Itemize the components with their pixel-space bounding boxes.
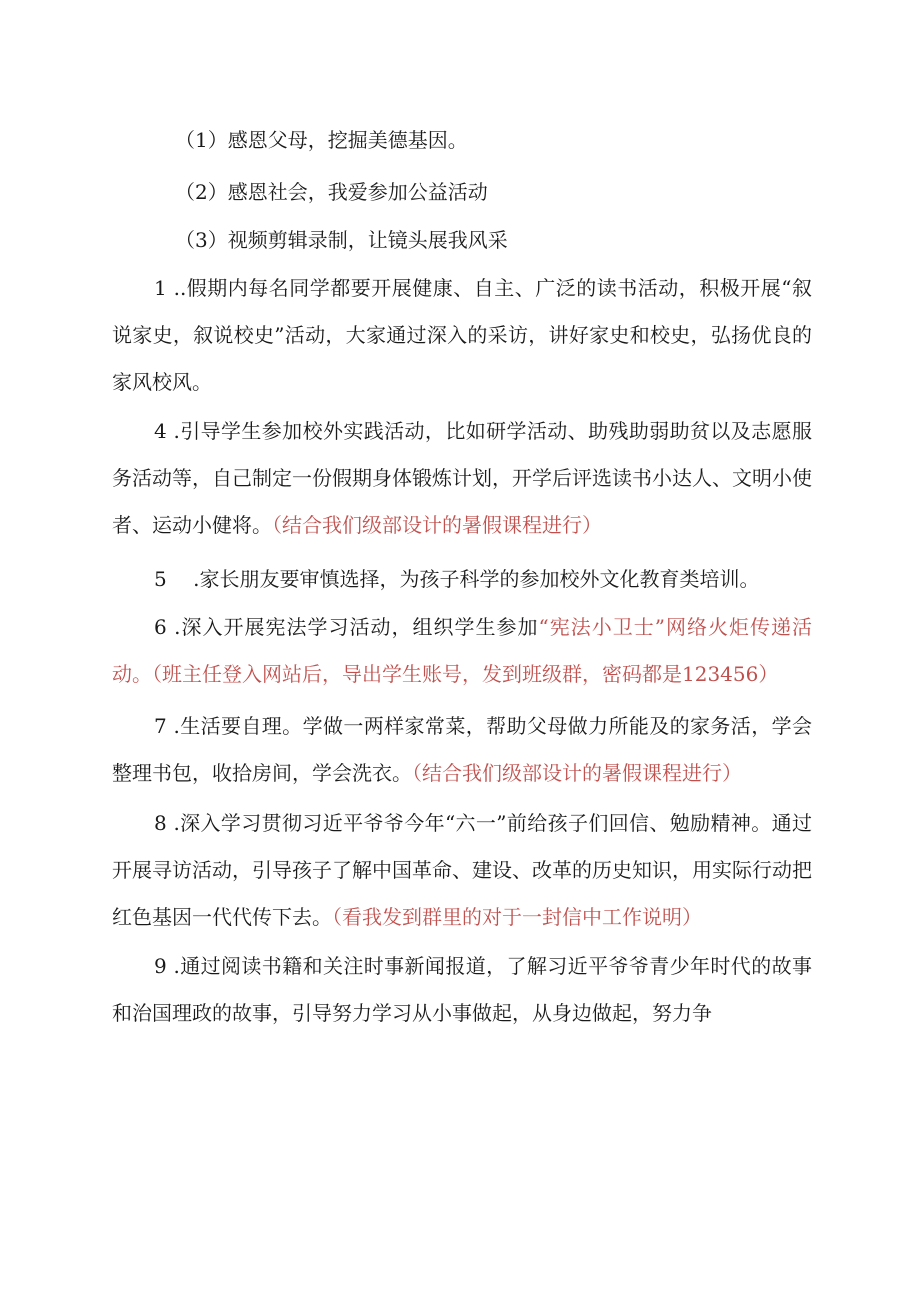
paragraph-text: 9 .通过阅读书籍和关注时事新闻报道，了解习近平爷爷青少年时代的故事和治国理政的故事，引导努力学习从小事做起，从身边做起，努力争 xyxy=(112,954,812,1025)
sub-item-3: （3）视频剪辑录制，让镜头展我风采 xyxy=(175,228,508,252)
paragraph-7 xyxy=(112,703,812,797)
paragraph-8 xyxy=(112,800,812,941)
paragraph-text: 6 .深入开展宪法学习活动，组织学生参加 xyxy=(154,615,539,639)
paragraph-1 xyxy=(112,265,812,406)
sub-item-2: （2）感恩社会，我爱参加公益活动 xyxy=(175,180,488,204)
paragraph-text: 1 ..假期内每名同学都要开展健康、自主、广泛的读书活动，积极开展“叙说家史，叙说校史”活动，大家通过深入的采访，讲好家史和校史，弘扬优良的家风校风。 xyxy=(112,276,812,394)
paragraph-note: （结合我们级部设计的暑假课程进行） xyxy=(412,761,742,785)
paragraph-text: 5 .家长朋友要审慎选择，为孩子科学的参加校外文化教育类培训。 xyxy=(154,567,760,591)
paragraph-9 xyxy=(112,943,812,1037)
paragraph-5 xyxy=(112,556,812,603)
paragraph-note: （结合我们级部设计的暑假课程进行） xyxy=(272,513,602,537)
sub-item-1: （1）感恩父母，挖掘美德基因。 xyxy=(175,128,468,152)
paragraph-6 xyxy=(112,604,812,698)
paragraph-note: “宪法小卫士”网络火炬传递活动。（班主任登入网站后，导出学生账号，发到班级群，密码都是123456） xyxy=(112,615,812,686)
paragraph-text: 7 .生活要自理。学做一两样家常菜，帮助父母做力所能及的家务活，学会整理书包，收拾房间，学会洗衣。 xyxy=(112,714,812,785)
paragraph-note: （看我发到群里的对于一封信中工作说明） xyxy=(332,905,702,929)
paragraph-4 xyxy=(112,408,812,549)
paragraph-text: 8 .深入学习贯彻习近平爷爷今年“六一”前给孩子们回信、勉励精神。通过开展寻访活动，引导孩子了解中国革命、建设、改革的历史知识，用实际行动把红色基因一代代传下去。 xyxy=(112,811,812,929)
paragraph-text: 4 .引导学生参加校外实践活动，比如研学活动、助残助弱助贫以及志愿服务活动等，自己制定一份假期身体锻炼计划，开学后评选读书小达人、文明小使者、运动小健将。 xyxy=(112,419,812,537)
